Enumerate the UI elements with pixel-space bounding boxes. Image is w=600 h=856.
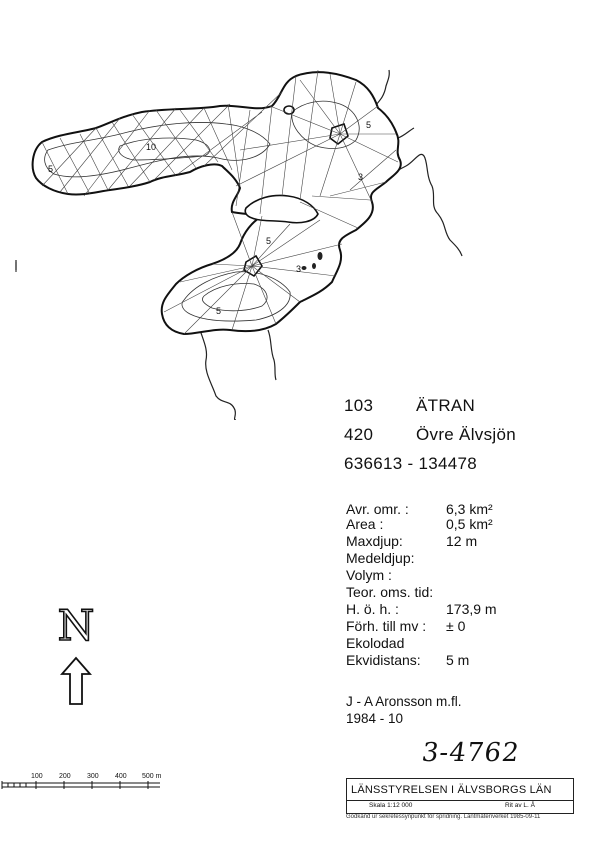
depth-label: 5: [48, 164, 54, 174]
property-label: Medeldjup:: [346, 550, 415, 566]
scale-tick-label: 400: [115, 773, 127, 780]
property-label: Teor. oms. tid:: [346, 584, 434, 600]
stream-south-2: [268, 330, 276, 380]
north-arrow-icon: [56, 600, 96, 710]
stamp-title: LÄNSSTYRELSEN I ÄLVSBORGS LÄN: [351, 784, 552, 796]
stamp-sheet: Rit av L. Å: [505, 802, 535, 809]
depth-label: 3: [296, 264, 302, 274]
stamp-divider: [347, 800, 573, 801]
north-letter: N: [57, 601, 95, 650]
surveyor-name: J - A Aronsson m.fl.: [346, 694, 462, 709]
property-value: 0,5 km²: [446, 516, 493, 532]
stamp-scale: Skala 1:12 000: [369, 802, 413, 809]
stream-east-upper: [398, 128, 414, 138]
property-row: [346, 618, 546, 635]
property-value: 6,3 km²: [446, 501, 493, 517]
depth-label: 3: [358, 172, 364, 182]
property-row: [346, 533, 546, 550]
handwritten-id: 3-4762: [419, 738, 522, 768]
lake-name: Övre Älvsjön: [416, 425, 516, 444]
scale-bar: [0, 770, 180, 790]
lake-code: 420: [344, 425, 374, 444]
property-label: H. ö. h. :: [346, 601, 399, 617]
county-stamp: [346, 778, 574, 814]
property-value: 12 m: [446, 533, 478, 549]
arrow-up-icon: [62, 658, 90, 704]
property-label: Maxdjup:: [346, 533, 403, 549]
stream-south-1: [200, 330, 236, 420]
property-label: Volym :: [346, 567, 392, 583]
property-label: Ekvidistans:: [346, 652, 421, 668]
property-label: Avr. omr. :: [346, 501, 409, 517]
scale-bar-ruler: [0, 781, 180, 789]
north-arrow: [56, 600, 96, 710]
islet-3: [312, 263, 316, 269]
property-label: Förh. till mv :: [346, 618, 427, 634]
islet-2: [318, 252, 323, 260]
approval-footnote: Godkänd ur sekretessynpunkt för spridning. Lantmäteriverket 1985-09-11: [346, 814, 541, 820]
scale-tick-label: 200: [59, 773, 71, 780]
depth-label: 5: [216, 306, 222, 316]
depth-label: 5: [266, 236, 272, 246]
catchment-code: 103: [344, 396, 374, 415]
property-row: [346, 567, 546, 584]
lake-properties: [346, 501, 546, 671]
depth-label: 5: [366, 120, 372, 130]
scale-tick-label: 500 m: [142, 773, 162, 780]
scale-tick-label: 100: [31, 773, 43, 780]
property-row: [346, 652, 546, 669]
property-label: Ekolodad: [346, 635, 405, 651]
lake-shoreline: [33, 72, 401, 334]
scale-tick-label: 300: [87, 773, 99, 780]
property-row: [346, 635, 546, 652]
property-value: ± 0: [446, 618, 466, 634]
property-row: [346, 550, 546, 567]
depth-label: 10: [146, 142, 157, 152]
coordinates: 636613 - 134478: [344, 454, 478, 473]
property-label: Area :: [346, 516, 384, 532]
property-row: [346, 516, 546, 533]
islet-4: [302, 266, 307, 270]
property-value: 5 m: [446, 652, 470, 668]
survey-date: 1984 - 10: [346, 711, 404, 726]
lake-bathymetry-map: [0, 0, 600, 420]
property-value: 173,9 m: [446, 601, 497, 617]
property-row: [346, 584, 546, 601]
river-name: ÄTRAN: [416, 396, 476, 415]
property-row: [346, 601, 546, 618]
